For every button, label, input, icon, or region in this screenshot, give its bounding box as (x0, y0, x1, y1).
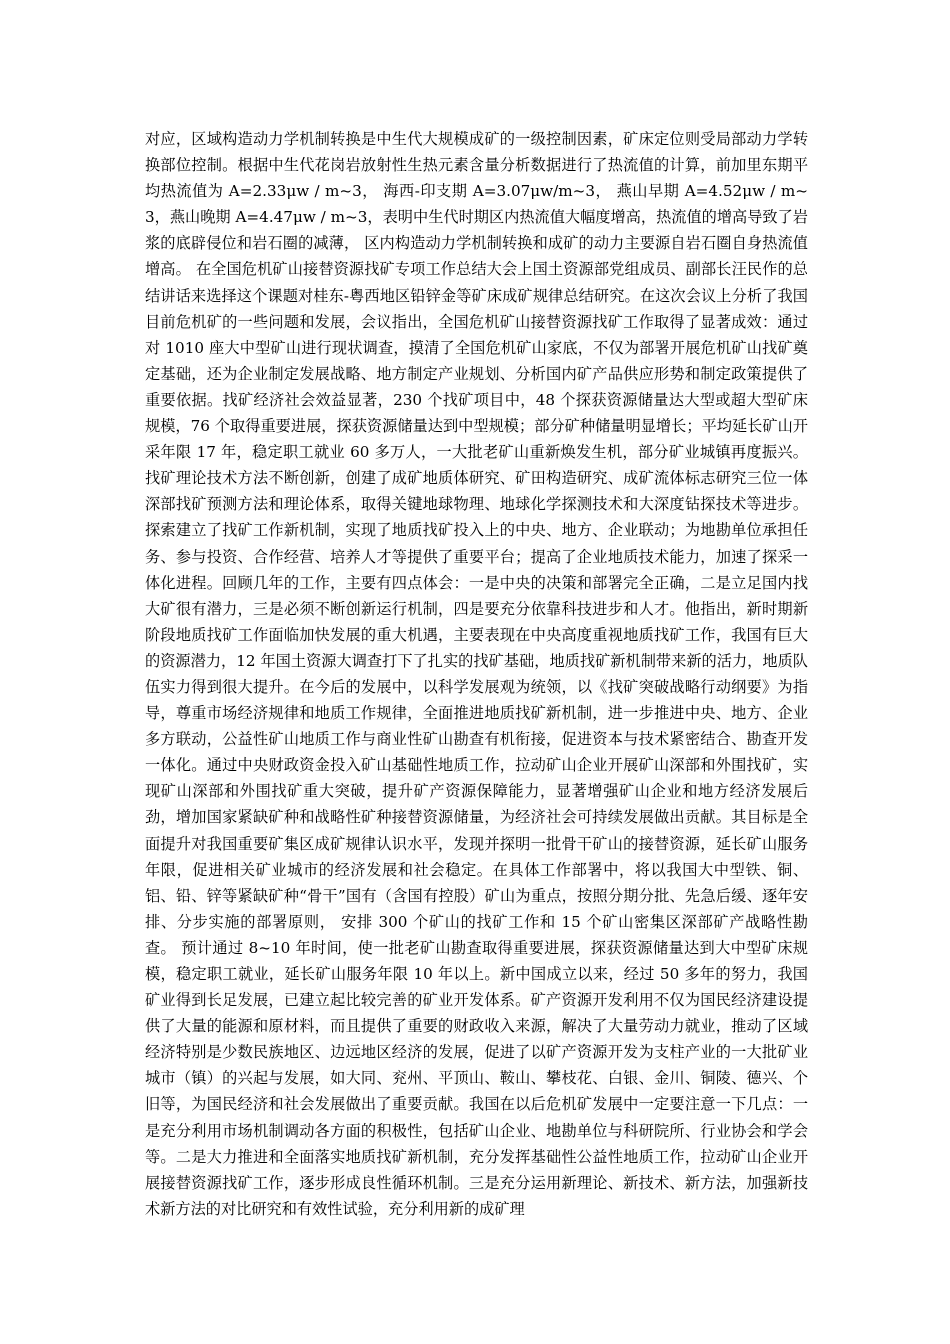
body-paragraph: 对应，区域构造动力学机制转换是中生代大规模成矿的一级控制因素，矿床定位则受局部动力学转换部位控制。根据中生代花岗岩放射性生热元素含量分析数据进行了热流值的计算，前加里东期平均热流值为 A=2.33μw / m~3， 海西-印支期 A=3.07μw/m~3， 燕山早期 A=4.52μw / m~3，燕山晚期 A=4.47μw / m~3，表明中生代时期区内热流值大幅度增高，热流值的增高导致了岩浆的底辟侵位和岩石圈的减薄， 区内构造动力学机制转换和成矿的动力主要源自岩石圈自身热流值增高。 在全国危机矿山接替资源找矿专项工作总结大会上国土资源部党组成员、副部长汪民作的总结讲话来选择这个课题对桂东-粤西地区铅锌金等矿床成矿规律总结研究。在这次会议上分析了我国目前危机矿的一些问题和发展，会议指出，全国危机矿山接替资源找矿工作取得了显著成效：通过对 1010 座大中型矿山进行现状调查，摸清了全国危机矿山家底，不仅为部署开展危机矿山找矿奠定基础，还为企业制定发展战略、地方制定产业规划、分析国内矿产品供应形势和制定政策提供了重要依据。找矿经济社会效益显著，230 个找矿项目中，48 个探获资源储量达大型或超大型矿床规模，76 个取得重要进展，探获资源储量达到中型规模；部分矿种储量明显增长；平均延长矿山开采年限 17 年，稳定职工就业 60 多万人，一大批老矿山重新焕发生机，部分矿业城镇再度振兴。找矿理论技术方法不断创新，创建了成矿地质体研究、矿田构造研究、成矿流体标志研究三位一体深部找矿预测方法和理论体系，取得关键地球物理、地球化学探测技术和大深度钻探技术等进步。探索建立了找矿工作新机制，实现了地质找矿投入上的中央、地方、企业联动；为地勘单位承担任务、参与投资、合作经营、培养人才等提供了重要平台；提高了企业地质技术能力，加速了探采一体化进程。回顾几年的工作，主要有四点体会：一是中央的决策和部署完全正确，二是立足国内找大矿很有潜力，三是必须不断创新运行机制，四是要充分依靠科技进步和人才。他指出，新时期新阶段地质找矿工作面临加快发展的重大机遇，主要表现在中央高度重视地质找矿工作，我国有巨大的资源潜力，12 年国土资源大调查打下了扎实的找矿基础，地质找矿新机制带来新的活力，地质队伍实力得到很大提升。在今后的发展中，以科学发展观为统领，以《找矿突破战略行动纲要》为指导，尊重市场经济规律和地质工作规律，全面推进地质找矿新机制，进一步推进中央、地方、企业多方联动，公益性矿山地质工作与商业性矿山勘查有机衔接，促进资本与技术紧密结合、勘查开发一体化。通过中央财政资金投入矿山基础性地质工作，拉动矿山企业开展矿山深部和外围找矿，实现矿山深部和外围找矿重大突破，提升矿产资源保障能力，显著增强矿山企业和地方经济发展后劲，增加国家紧缺矿种和战略性矿种接替资源储量，为经济社会可持续发展做出贡献。其目标是全面提升对我国重要矿集区成矿规律认识水平，发现并探明一批骨干矿山的接替资源，延长矿山服务年限，促进相关矿业城市的经济发展和社会稳定。在具体工作部署中，将以我国大中型铁、铜、铝、铅、锌等紧缺矿种“骨干”国有（含国有控股）矿山为重点，按照分期分批、先急后缓、逐年安排、分步实施的部署原则， 安排 300 个矿山的找矿工作和 15 个矿山密集区深部矿产战略性勘查。 预计通过 8~10 年时间，使一批老矿山勘查取得重要进展，探获资源储量达到大中型矿床规模，稳定职工就业，延长矿山服务年限 10 年以上。新中国成立以来，经过 50 多年的努力，我国矿业得到长足发展，已建立起比较完善的矿业开发体系。矿产资源开发利用不仅为国民经济建设提供了大量的能源和原材料，而且提供了重要的财政收入来源，解决了大量劳动力就业，推动了区域经济特别是少数民族地区、边远地区经济的发展，促进了以矿产资源开发为支柱产业的一大批矿业城市（镇）的兴起与发展，如大同、兖州、平顶山、鞍山、攀枝花、白银、金川、铜陵、德兴、个旧等，为国民经济和社会发展做出了重要贡献。我国在以后危机矿发展中一定要注意一下几点：一是充分利用市场机制调动各方面的积极性，包括矿山企业、地勘单位与科研院所、行业协会和学会等。二是大力推进和全面落实地质找矿新机制，充分发挥基础性公益性地质工作，拉动矿山企业开展接替资源找矿工作，逐步形成良性循环机制。三是充分运用新理论、新技术、新方法，加强新技术新方法的对比研究和有效性试验，充分利用新的成矿理 (145, 130, 808, 1218)
